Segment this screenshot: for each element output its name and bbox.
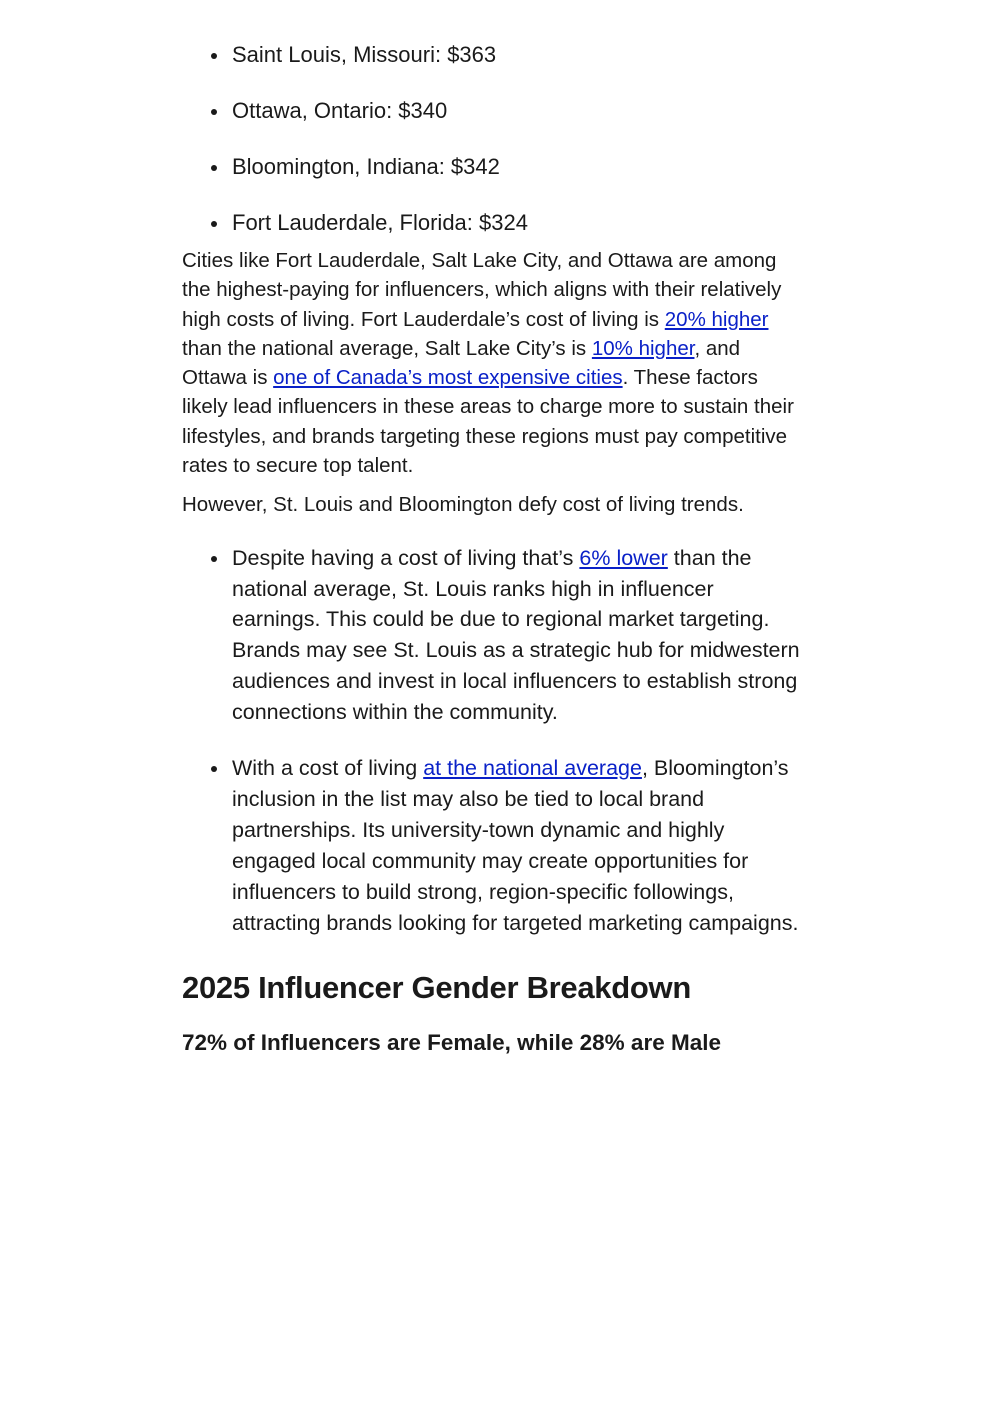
city-earnings-list — [182, 40, 807, 238]
list-item — [232, 753, 807, 938]
sub-heading: 72% of Influencers are Female, while 28% are Male — [182, 1029, 721, 1055]
list-item: Saint Louis, Missouri: $363 — [232, 40, 807, 70]
fort-lauderdale-cost-link[interactable]: 20% higher — [664, 307, 769, 331]
list-item — [232, 543, 807, 728]
cost-of-living-paragraph — [182, 246, 807, 480]
st-louis-cost-link[interactable]: 6% lower — [579, 545, 668, 570]
list-item-text: than the national average, St. Louis ranks high in influencer earnings. This could be due to regional market targeting. Brands may see St. Louis as a strategic hub for midwestern audiences and invest in local influencers to establish strong connections within the community. — [232, 545, 800, 725]
paragraph-text: . These factors likely lead influencers in these areas to charge more to sustain their lifestyles, and brands targeting these regions must pay competitive rates to secure top talent. — [182, 366, 794, 478]
ottawa-expensive-cities-link[interactable]: one of Canada’s most expensive cities — [273, 366, 623, 390]
list-item: Ottawa, Ontario: $340 — [232, 96, 807, 126]
city-detail-list — [182, 543, 807, 939]
list-item-text: Despite having a cost of living that’s — [232, 545, 580, 570]
paragraph-text: , and Ottawa is — [182, 336, 741, 390]
list-item-text: With a cost of living — [232, 756, 424, 781]
salt-lake-city-cost-link[interactable]: 10% higher — [591, 336, 695, 360]
paragraph-text: Cities like Fort Lauderdale, Salt Lake City, and Ottawa are among the highest-paying for influencers, which aligns with their relatively high costs of living. Fort Lauderdale’s cost of living is — [182, 249, 782, 331]
list-item: Fort Lauderdale, Florida: $324 — [232, 208, 807, 238]
paragraph-text: than the national average, Salt Lake City’s is — [182, 336, 592, 360]
trends-paragraph: However, St. Louis and Bloomington defy cost of living trends. — [182, 493, 744, 517]
bloomington-cost-link[interactable]: at the national average — [423, 756, 642, 781]
list-item-text: , Bloomington’s inclusion in the list may also be tied to local brand partnerships. Its university-town dynamic and highly engaged local community may create opportunities for influencers to build strong, region-specific followings, attracting brands looking for targeted marketing campaigns. — [232, 756, 799, 935]
section-heading: 2025 Influencer Gender Breakdown — [182, 969, 691, 1005]
document-page — [182, 40, 807, 1058]
list-item: Bloomington, Indiana: $342 — [232, 152, 807, 182]
